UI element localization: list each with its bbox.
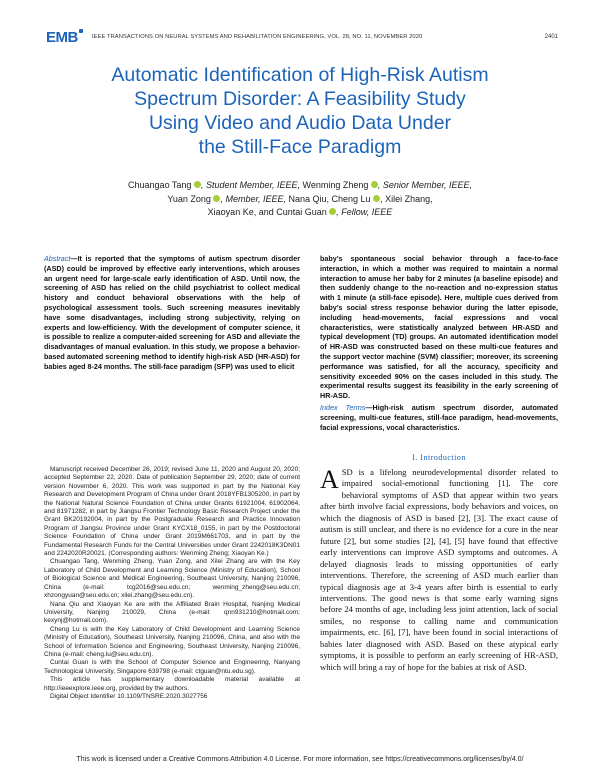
- author-role: , Member, IEEE,: [220, 193, 286, 204]
- footnote: Cuntai Guan is with the School of Computer Science and Engineering, Nanyang Technological University, Singapore 639798 (e-mail: ctguan@ntu.edu.sg).: [44, 659, 300, 675]
- index-terms: [320, 403, 558, 432]
- title-line: Using Video and Audio Data Under: [148, 112, 452, 134]
- journal-name: IEEE TRANSACTIONS ON NEURAL SYSTEMS AND REHABILITATION ENGINEERING, VOL. 28, NO. 11, NOVEMBER 2020: [92, 34, 423, 40]
- license-footer: This work is licensed under a Creative Commons Attribution 4.0 License. For more information, see https://creativecommons.org/licenses/by/4.0/: [76, 756, 524, 763]
- author-name: Xiaoyan Ke, and Cuntai Guan: [207, 207, 327, 217]
- author-name: Nana Qiu, Cheng Lu: [288, 193, 371, 204]
- abstract-label: Abstract: [44, 254, 71, 263]
- abstract-left: [44, 254, 300, 372]
- author-name: Wenming Zheng: [302, 180, 369, 190]
- footnotes: [44, 466, 300, 701]
- author-list: [60, 179, 540, 220]
- author-name: Chuangao Tang: [128, 180, 192, 190]
- abstract-text: —It is reported that the symptoms of autism spectrum disorder (ASD) could be improved by effective early interventions, which arouses an urgent need for large-scale early identification of ASD. Until now, the screening of ASD has relied on the child psychiatrist to collect medical history and conduct behavioral observations with the help of psychological assessment tools. Such screening measures inevitably have some disadvantages, including strong subjectivity, relying on experts and low-efficiency. With the development of computer science, it is possible to realize a computer-aided screening for ASD and alleviate the disadvantages of manual evaluation. In this study, we propose a behavior-based automated screening method to identify high-risk ASD (HR-ASD) for babies aged 8-24 months. The still-face paradigm (SFP) was used to elicit: [44, 254, 300, 371]
- index-terms-label: Index Terms: [320, 403, 366, 412]
- author-name: Yuan Zong: [167, 193, 211, 204]
- page-number: 2401: [544, 34, 558, 40]
- author-role: , Fellow, IEEE: [336, 207, 393, 217]
- abstract-right: baby’s spontaneous social behavior through a face-to-face interaction, in which a mother was required to maintain a normal interaction to amuse her baby for 2 minutes (a baseline episode) and then suddenly change to the no-reaction and no-expression status with 1 minute (a still-face episode). Here, multiple cues derived from baby’s social stress response behavior during the latter episode, including head-movements, facial expressions and vocal characteristics, were statistically analyzed between HR-ASD and typical development (TD) groups. An automated identification model of HR-ASD was constructed based on these multi-cue features and the support vector machine (SVM) classifier; moreover, its screening performance was satisfied, for all the accuracy, specificity and sensitivity exceeded 90% on the cases included in this study. The experimental results suggest its feasibility in the early screening of HR-ASD.: [320, 254, 558, 401]
- footnote-doi: Digital Object Identifier 10.1109/TNSRE.2020.3027756: [50, 692, 208, 700]
- drop-cap: A: [320, 465, 339, 494]
- footnote: This article has supplementary downloadable material available at http://ieeexplore.ieee.org, provided by the authors.: [44, 676, 300, 692]
- footnote: Cheng Lu is with the Key Laboratory of Child Development and Learning Science (Ministry of Education), Southeast University, Nanjing 210096, China, and also with the School of Information Science and Engineering, Southeast University, Nanjing 210096, China (e-mail: cheng.lu@seu.edu.cn).: [44, 625, 300, 658]
- section-heading: I. Introduction: [412, 453, 466, 462]
- title-line: Automatic Identification of High-Risk Autism: [111, 64, 489, 86]
- title-line: the Still-Face Paradigm: [198, 136, 402, 158]
- embs-logo: [46, 29, 83, 46]
- page-header: [46, 29, 558, 47]
- orcid-icon[interactable]: [371, 181, 378, 188]
- author-name: , Xilei Zhang,: [380, 193, 433, 204]
- author-role: , Senior Member, IEEE,: [377, 180, 472, 190]
- paper-title: [40, 63, 560, 159]
- footnote: Manuscript received December 26, 2019; revised June 11, 2020 and August 20, 2020; accepted September 22, 2020. Date of publication September 29, 2020; date of current version November 6, 2020. This work was supported in part by the National Key Research and Development Program of China under Grant 2018YFB1305200, in part by the National Natural Science Foundation of China under Grants 61921004, 61902064, and 81971282, in part by Jiangsu Frontier Technology Basic Research Project under the Grant BK20192004, in part by the Postgraduate Research and Practice Innovation Program of Jiangsu Province under Grant KYCX18_0155, in part by the Postdoctoral Science Foundation of China under Grant 2019M661703, and in part by the Fundamental Research Funds for the Central Universities under Grant 2242018K3DN01 and 2242020R20021. (Corresponding authors: Wenming Zheng; Xiaoyan Ke.): [44, 466, 300, 558]
- intro-text: SD is a lifelong neurodevelopmental disorder related to impaired social-emotional functioning [1]. The core behavioral symptoms of ASD that appear within two years after birth involve facial expressions, body behaviors and voices, on which the diagnosis of ASD is based [2], [3]. The exact cause of autism is still unclear, and there is no evidence for a cure in the near future [2], but some studies [2], [4], [5] have found that effective early interventions can improve ASD symptoms and outcomes. A delayed diagnosis leads to missing opportunities of early interventions. Therefore, the screening of ASD much earlier than typical diagnosis age at 3-4 years after birth is essential to early interventions. The good news is that some early warning signs before 24 months of age, including less joint attention, lack of social smiles, no response to calling name and communication impairments, etc. [6], [7], have been found in social interactions of babies later diagnosed with ASD. Based on these atypical early symptoms, it is possible to perform an early screening of HR-ASD, which will bring a ray of hope for the babies at risk of ASD.: [320, 467, 558, 672]
- footnote: Nana Qiu and Xiaoyan Ke are with the Affiliated Brain Hospital, Nanjing Medical University, Nanjing 210029, China (e-mail: qnn931210@hotmail.com; kexynj@hotmail.com).: [44, 600, 300, 625]
- footnote: Chuangao Tang, Wenming Zheng, Yuan Zong, and Xilei Zhang are with the Key Laboratory of Child Development and Learning Science (Ministry of Education), School of Biological Science and Medical Engineering, Southeast University, Nanjing 210096, China (e-mail: tcg2016@seu.edu.cn; wenming_zheng@seu.edu.cn; xhzongyuan@seu.edu.cn; xilei.zhang@seu.edu.cn).: [44, 558, 300, 600]
- orcid-icon[interactable]: [194, 181, 201, 188]
- intro-body: [320, 467, 558, 673]
- title-line: Spectrum Disorder: A Feasibility Study: [134, 88, 466, 110]
- logo-text: EMB: [46, 29, 78, 46]
- author-role: , Student Member, IEEE,: [200, 180, 301, 190]
- index-terms-text: —High-risk autism spectrum disorder, automated screening, multi-cue features, still-face paradigm, head-movements, facial expressions, vocal characteristics.: [320, 403, 559, 432]
